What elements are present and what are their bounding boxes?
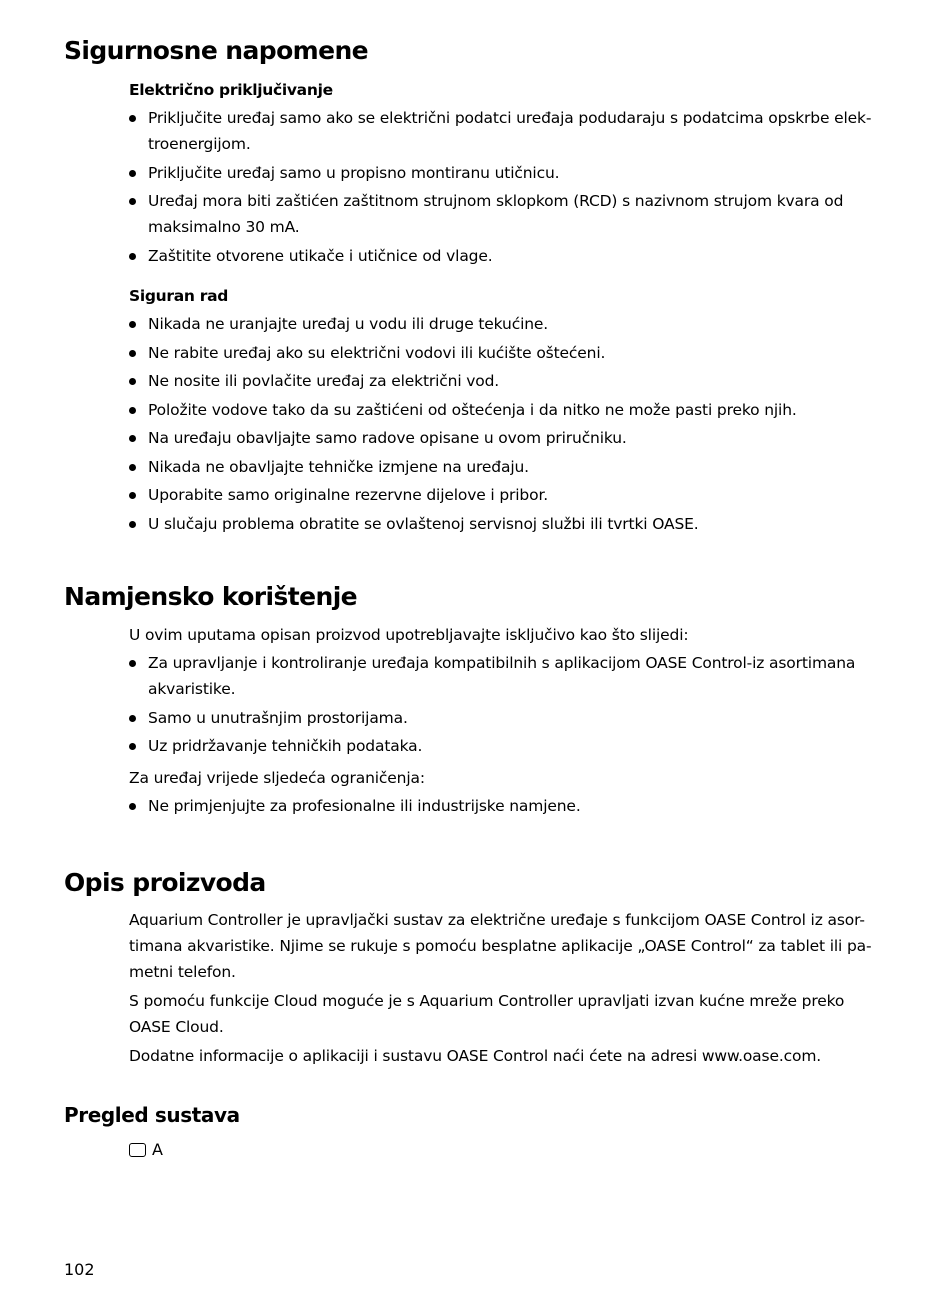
list-item: Na uređaju obavljajte samo radove opisane u ovom priručniku. bbox=[129, 425, 879, 451]
bullet-icon bbox=[129, 407, 136, 414]
figure-reference-icon bbox=[129, 1143, 146, 1157]
list-item: Nikada ne obavljajte tehničke izmjene na uređaju. bbox=[129, 454, 879, 480]
list-item: Položite vodove tako da su zaštićeni od oštećenja i da nitko ne može pasti preko njih. bbox=[129, 397, 879, 423]
subheading-electrical-connection: Električno priključivanje bbox=[129, 81, 333, 99]
bullet-icon bbox=[129, 715, 136, 722]
list-item: Ne primjenjujte za profesionalne ili industrijske namjene. bbox=[129, 793, 879, 819]
bullet-icon bbox=[129, 492, 136, 499]
intended-use-intro: U ovim uputama opisan proizvod upotrebljavajte isključivo kao što slijedi: bbox=[129, 626, 689, 644]
bullet-icon bbox=[129, 378, 136, 385]
bullet-icon bbox=[129, 743, 136, 750]
list-item: Zaštitite otvorene utikače i utičnice od vlage. bbox=[129, 243, 879, 269]
list-item: Ne nosite ili povlačite uređaj za električni vod. bbox=[129, 368, 879, 394]
list-item: Priključite uređaj samo ako se električni podatci uređaja podudaraju s podatcima opskrbe elek-troenergijom. bbox=[129, 105, 879, 157]
list-item: Priključite uređaj samo u propisno montiranu utičnicu. bbox=[129, 160, 879, 186]
product-description-paragraph: Aquarium Controller je upravljački sustav za električne uređaje s funkcijom OASE Control iz asor-timana akvaristike. Njime se rukuje s pomoću besplatne aplikacije „OASE Control“ za tablet ili pa-metni telefon. bbox=[129, 911, 872, 981]
electrical-list-container bbox=[129, 105, 879, 271]
bullet-icon bbox=[129, 803, 136, 810]
list-item: Uz pridržavanje tehničkih podataka. bbox=[129, 733, 879, 759]
bullet-icon bbox=[129, 350, 136, 357]
product-description-paragraph: Dodatne informacije o aplikaciji i sustavu OASE Control naći ćete na adresi www.oase.com. bbox=[129, 1047, 822, 1065]
section-title-intended-use: Namjensko korištenje bbox=[64, 582, 358, 611]
product-description-body bbox=[129, 907, 879, 1069]
bullet-icon bbox=[129, 464, 136, 471]
section-title-system-overview: Pregled sustava bbox=[64, 1103, 240, 1127]
list-item: Samo u unutrašnjim prostorijama. bbox=[129, 705, 879, 731]
bullet-icon bbox=[129, 435, 136, 442]
intended-use-body bbox=[129, 622, 879, 822]
section-title-product-description: Opis proizvoda bbox=[64, 868, 266, 897]
subheading-safe-operation: Siguran rad bbox=[129, 287, 229, 305]
list-item: Uređaj mora biti zaštićen zaštitnom strujnom sklopkom (RCD) s nazivnom strujom kvara od maksimalno 30 mA. bbox=[129, 188, 879, 240]
list-item: U slučaju problema obratite se ovlaštenoj servisnoj službi ili tvrtki OASE. bbox=[129, 511, 879, 537]
page-number: 102 bbox=[64, 1260, 95, 1279]
bullet-icon bbox=[129, 198, 136, 205]
figure-reference bbox=[129, 1139, 163, 1161]
bullet-icon bbox=[129, 170, 136, 177]
electrical-list bbox=[129, 105, 879, 269]
list-item: Za upravljanje i kontroliranje uređaja kompatibilnih s aplikacijom OASE Control-iz asortimana akvaristike. bbox=[129, 650, 879, 702]
intended-use-list bbox=[129, 650, 879, 759]
restrictions-intro: Za uređaj vrijede sljedeća ograničenja: bbox=[129, 769, 425, 787]
operation-list bbox=[129, 311, 879, 537]
list-item: Ne rabite uređaj ako su električni vodovi ili kućište oštećeni. bbox=[129, 340, 879, 366]
figure-reference-label: A bbox=[152, 1140, 163, 1159]
bullet-icon bbox=[129, 521, 136, 528]
bullet-icon bbox=[129, 115, 136, 122]
product-description-paragraph: S pomoću funkcije Cloud moguće je s Aquarium Controller upravljati izvan kućne mreže preko OASE Cloud. bbox=[129, 992, 845, 1036]
bullet-icon bbox=[129, 253, 136, 260]
operation-list-container bbox=[129, 311, 879, 539]
bullet-icon bbox=[129, 321, 136, 328]
bullet-icon bbox=[129, 660, 136, 667]
restrictions-list bbox=[129, 793, 879, 819]
list-item: Nikada ne uranjajte uređaj u vodu ili druge tekućine. bbox=[129, 311, 879, 337]
section-title-safety: Sigurnosne napomene bbox=[64, 36, 369, 65]
list-item: Uporabite samo originalne rezervne dijelove i pribor. bbox=[129, 482, 879, 508]
